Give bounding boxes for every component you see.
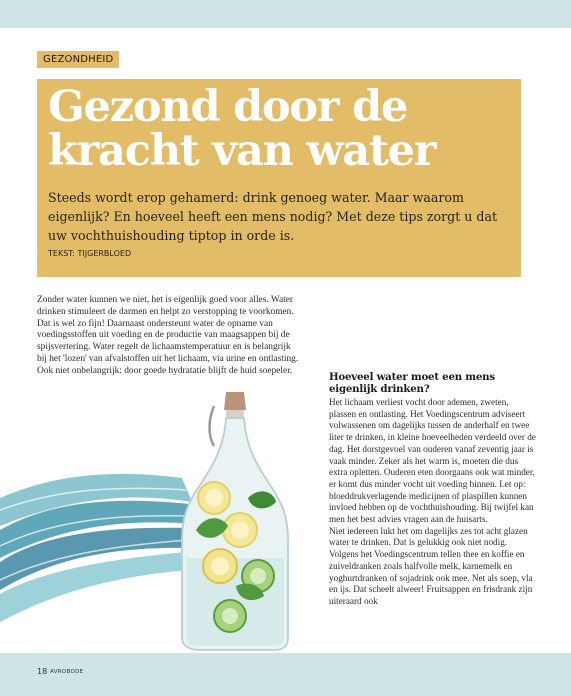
water-stream-illustration xyxy=(0,474,196,622)
headline-line-1: Gezond door de xyxy=(48,82,408,132)
page-number: 18 xyxy=(37,667,48,676)
section-paragraph-1: Het lichaam verliest vocht door ademen, zweten, plassen en ontlasting. Het Voedingscentrum adviseert volwassenen om dagelijks tussen de anderhalf en twee liter te drinken, in kleine hoeveelheden verdeeld over de dag. Het dorstgevoel van ouderen vanaf zeventig jaar is vaak minder. Zeker als het warm is, moeten die dus extra opletten. Ouderen eten doorgaans ook wat minder, er komt dus minder vocht uit voeding binnen. Let op: bloeddrukverlagende medicijnen of plaspillen kunnen invloed hebben op de vochthuishouding. Bij twijfel kan men het best advies vragen aan de huisarts. xyxy=(329,397,536,525)
category-tag: GEZONDHEID xyxy=(37,51,119,68)
intro-paragraph: Zonder water kunnen we niet, het is eigenlijk goed voor alles. Water drinken stimuleert de darmen en helpt zo verstopping te voorkomen. Dat is wel zo fijn! Daarnaast ondersteunt water de opname van voedingsstoffen uit voeding en de productie van maagsappen bij de spijsvertering. Water regelt de lichaamstemperatuur en is belangrijk bij het 'lozen' van afvalstoffen uit het lichaam, via urine en ontlasting. Ook niet onbelangrijk: door goede hydratatie blijft de huid soepeler. xyxy=(37,295,299,376)
headline xyxy=(48,82,518,176)
top-color-band xyxy=(0,0,571,28)
water-bottle-illustration xyxy=(0,390,320,652)
section-body xyxy=(329,397,536,608)
author-credit: TEKST: TIJGERBLOED xyxy=(48,249,132,258)
headline-box xyxy=(37,79,521,277)
bottom-color-band xyxy=(0,653,571,696)
bottle-illustration xyxy=(182,392,288,650)
section-paragraph-2: Niet iedereen lukt het om dagelijks zes tot acht glazen water te drinken. Dat is gelukkig ook niet nodig. Volgens het Voedingscentrum tellen thee en koffie en zuiveldranken zoals halfvolle melk, karnemelk en yoghurtdranken of sojadrink ook mee. Net als soep, vla en ijs. Dat scheelt alweer! Fruitsappen en frisdrank zijn uiteraard ook xyxy=(329,525,533,606)
headline-line-2: kracht van water xyxy=(48,126,436,176)
lead-paragraph: Steeds wordt erop gehamerd: drink genoeg water. Maar waarom eigenlijk? En hoeveel heeft een mens nodig? Met deze tips zorgt u dat uw vochthuishouding tiptop in orde is. xyxy=(48,190,498,243)
section-heading: Hoeveel water moet een mens eigenlijk drinken? xyxy=(329,371,495,395)
magazine-name: AVROBODE xyxy=(50,669,84,675)
